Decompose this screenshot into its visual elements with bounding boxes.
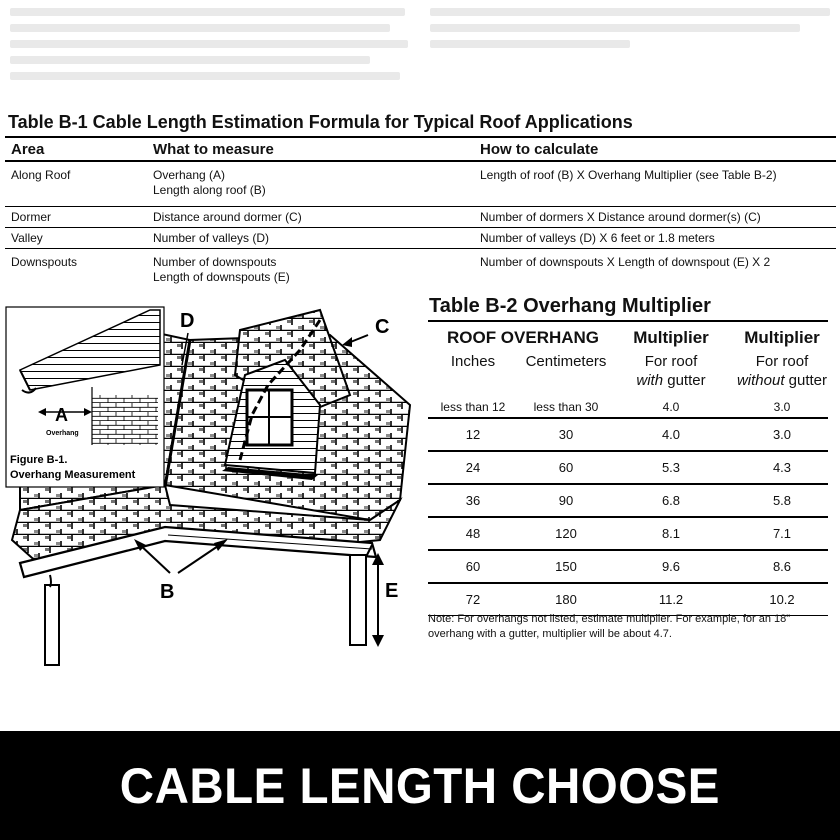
cell-centimeters: 90 bbox=[558, 493, 574, 508]
table-row bbox=[428, 452, 828, 485]
cell-inches: less than 12 bbox=[440, 399, 506, 414]
cell-area: Dormer bbox=[11, 210, 52, 224]
inset-label-a: A bbox=[55, 405, 68, 425]
cell-multiplier-with: 6.8 bbox=[661, 493, 681, 508]
cell-inches: 72 bbox=[465, 592, 481, 607]
table-b2-title: Table B-2 Overhang Multiplier bbox=[429, 295, 711, 317]
column-header-area: Area bbox=[11, 140, 45, 158]
column-header-measure: What to measure bbox=[153, 140, 274, 158]
cell-centimeters: 30 bbox=[558, 427, 574, 442]
header-roof-overhang: ROOF OVERHANG bbox=[446, 328, 600, 347]
cell-measure: Number of valleys (D) bbox=[153, 231, 270, 245]
cell-multiplier-with: 4.0 bbox=[661, 427, 681, 442]
table-b2-header bbox=[428, 322, 828, 422]
cell-multiplier-without: 3.0 bbox=[772, 427, 792, 442]
cell-calculate: Length of roof (B) X Overhang Multiplier (see Table B-2) bbox=[480, 168, 777, 182]
table-row bbox=[428, 551, 828, 584]
cell-inches: 12 bbox=[465, 427, 481, 442]
subheader-for-roof-2: For roof bbox=[755, 353, 809, 370]
table-b1-title: Table B-1 Cable Length Estimation Formula for Typical Roof Applications bbox=[8, 112, 633, 132]
cell-measure: Overhang (A) Length along roof (B) bbox=[153, 168, 266, 197]
table-row bbox=[5, 162, 836, 207]
cell-calculate: Number of dormers X Distance around dormer(s) (C) bbox=[480, 210, 761, 224]
cell-calculate: Number of valleys (D) X 6 feet or 1.8 meters bbox=[480, 231, 715, 245]
table-b2-note: Note: For overhangs not listed, estimate multiplier. For example, for an 18" overhang with a gutter, multiplier will be about 4.7. bbox=[428, 613, 791, 640]
cell-multiplier-with: 9.6 bbox=[661, 559, 681, 574]
table-row bbox=[5, 228, 836, 249]
downspout-left bbox=[45, 585, 59, 665]
label-e: E bbox=[385, 580, 399, 602]
cell-area: Valley bbox=[11, 231, 43, 245]
faded-background-text bbox=[0, 2, 840, 102]
table-row bbox=[428, 396, 828, 419]
banner-title: CABLE LENGTH CHOOSE bbox=[119, 757, 721, 814]
cell-multiplier-without: 8.6 bbox=[772, 559, 792, 574]
cell-calculate: Number of downspouts X Length of downspout (E) X 2 bbox=[480, 255, 771, 269]
cell-multiplier-with: 4.0 bbox=[662, 399, 680, 414]
subheader-inches: Inches bbox=[450, 353, 496, 370]
inset-caption-2: Overhang Measurement bbox=[10, 469, 136, 481]
header-multiplier-without: Multiplier bbox=[744, 328, 820, 347]
cell-multiplier-without: 7.1 bbox=[772, 526, 792, 541]
subheader-for-roof-1: For roof bbox=[644, 353, 698, 370]
cell-multiplier-without: 5.8 bbox=[772, 493, 792, 508]
cell-inches: 48 bbox=[465, 526, 481, 541]
cell-area: Downspouts bbox=[11, 255, 78, 269]
table-b2 bbox=[428, 320, 828, 607]
subheader-with-gutter: with gutter bbox=[636, 372, 706, 389]
cell-multiplier-without: 4.3 bbox=[772, 460, 792, 475]
table-b2-body bbox=[428, 419, 828, 616]
cell-multiplier-with: 5.3 bbox=[661, 460, 681, 475]
inset-label-overhang: Overhang bbox=[46, 430, 79, 437]
table-row bbox=[428, 419, 828, 452]
cell-measure: Distance around dormer (C) bbox=[153, 210, 302, 224]
cell-multiplier-with: 11.2 bbox=[658, 592, 684, 607]
table-row bbox=[428, 518, 828, 551]
cell-centimeters: less than 30 bbox=[533, 399, 599, 414]
downspout-right bbox=[350, 555, 366, 645]
label-b: B bbox=[160, 581, 175, 603]
cell-area: Along Roof bbox=[11, 168, 71, 182]
roof-illustration bbox=[0, 295, 420, 675]
cell-measure: Number of downspouts Length of downspouts (E) bbox=[153, 255, 290, 284]
cell-inches: 36 bbox=[465, 493, 481, 508]
subheader-without-gutter: without gutter bbox=[736, 372, 828, 389]
cell-centimeters: 60 bbox=[558, 460, 574, 475]
cell-inches: 60 bbox=[465, 559, 481, 574]
header-multiplier-with: Multiplier bbox=[633, 328, 709, 347]
column-header-calculate: How to calculate bbox=[480, 140, 599, 158]
cell-multiplier-without: 10.2 bbox=[769, 592, 795, 607]
inset-caption-1: Figure B-1. bbox=[10, 454, 68, 466]
table-row bbox=[5, 249, 836, 291]
cell-multiplier-without: 3.0 bbox=[773, 399, 791, 414]
cell-multiplier-with: 8.1 bbox=[661, 526, 681, 541]
label-c: C bbox=[375, 316, 390, 338]
subheader-centimeters: Centimeters bbox=[525, 353, 607, 370]
cell-centimeters: 120 bbox=[555, 526, 577, 541]
cell-centimeters: 150 bbox=[555, 559, 577, 574]
table-b1-header-row bbox=[5, 138, 836, 162]
table-b1 bbox=[5, 136, 836, 291]
table-row bbox=[5, 207, 836, 228]
label-d: D bbox=[180, 310, 195, 332]
cell-inches: 24 bbox=[465, 460, 481, 475]
table-row bbox=[428, 485, 828, 518]
cell-centimeters: 180 bbox=[555, 592, 577, 607]
bottom-banner bbox=[0, 731, 840, 840]
